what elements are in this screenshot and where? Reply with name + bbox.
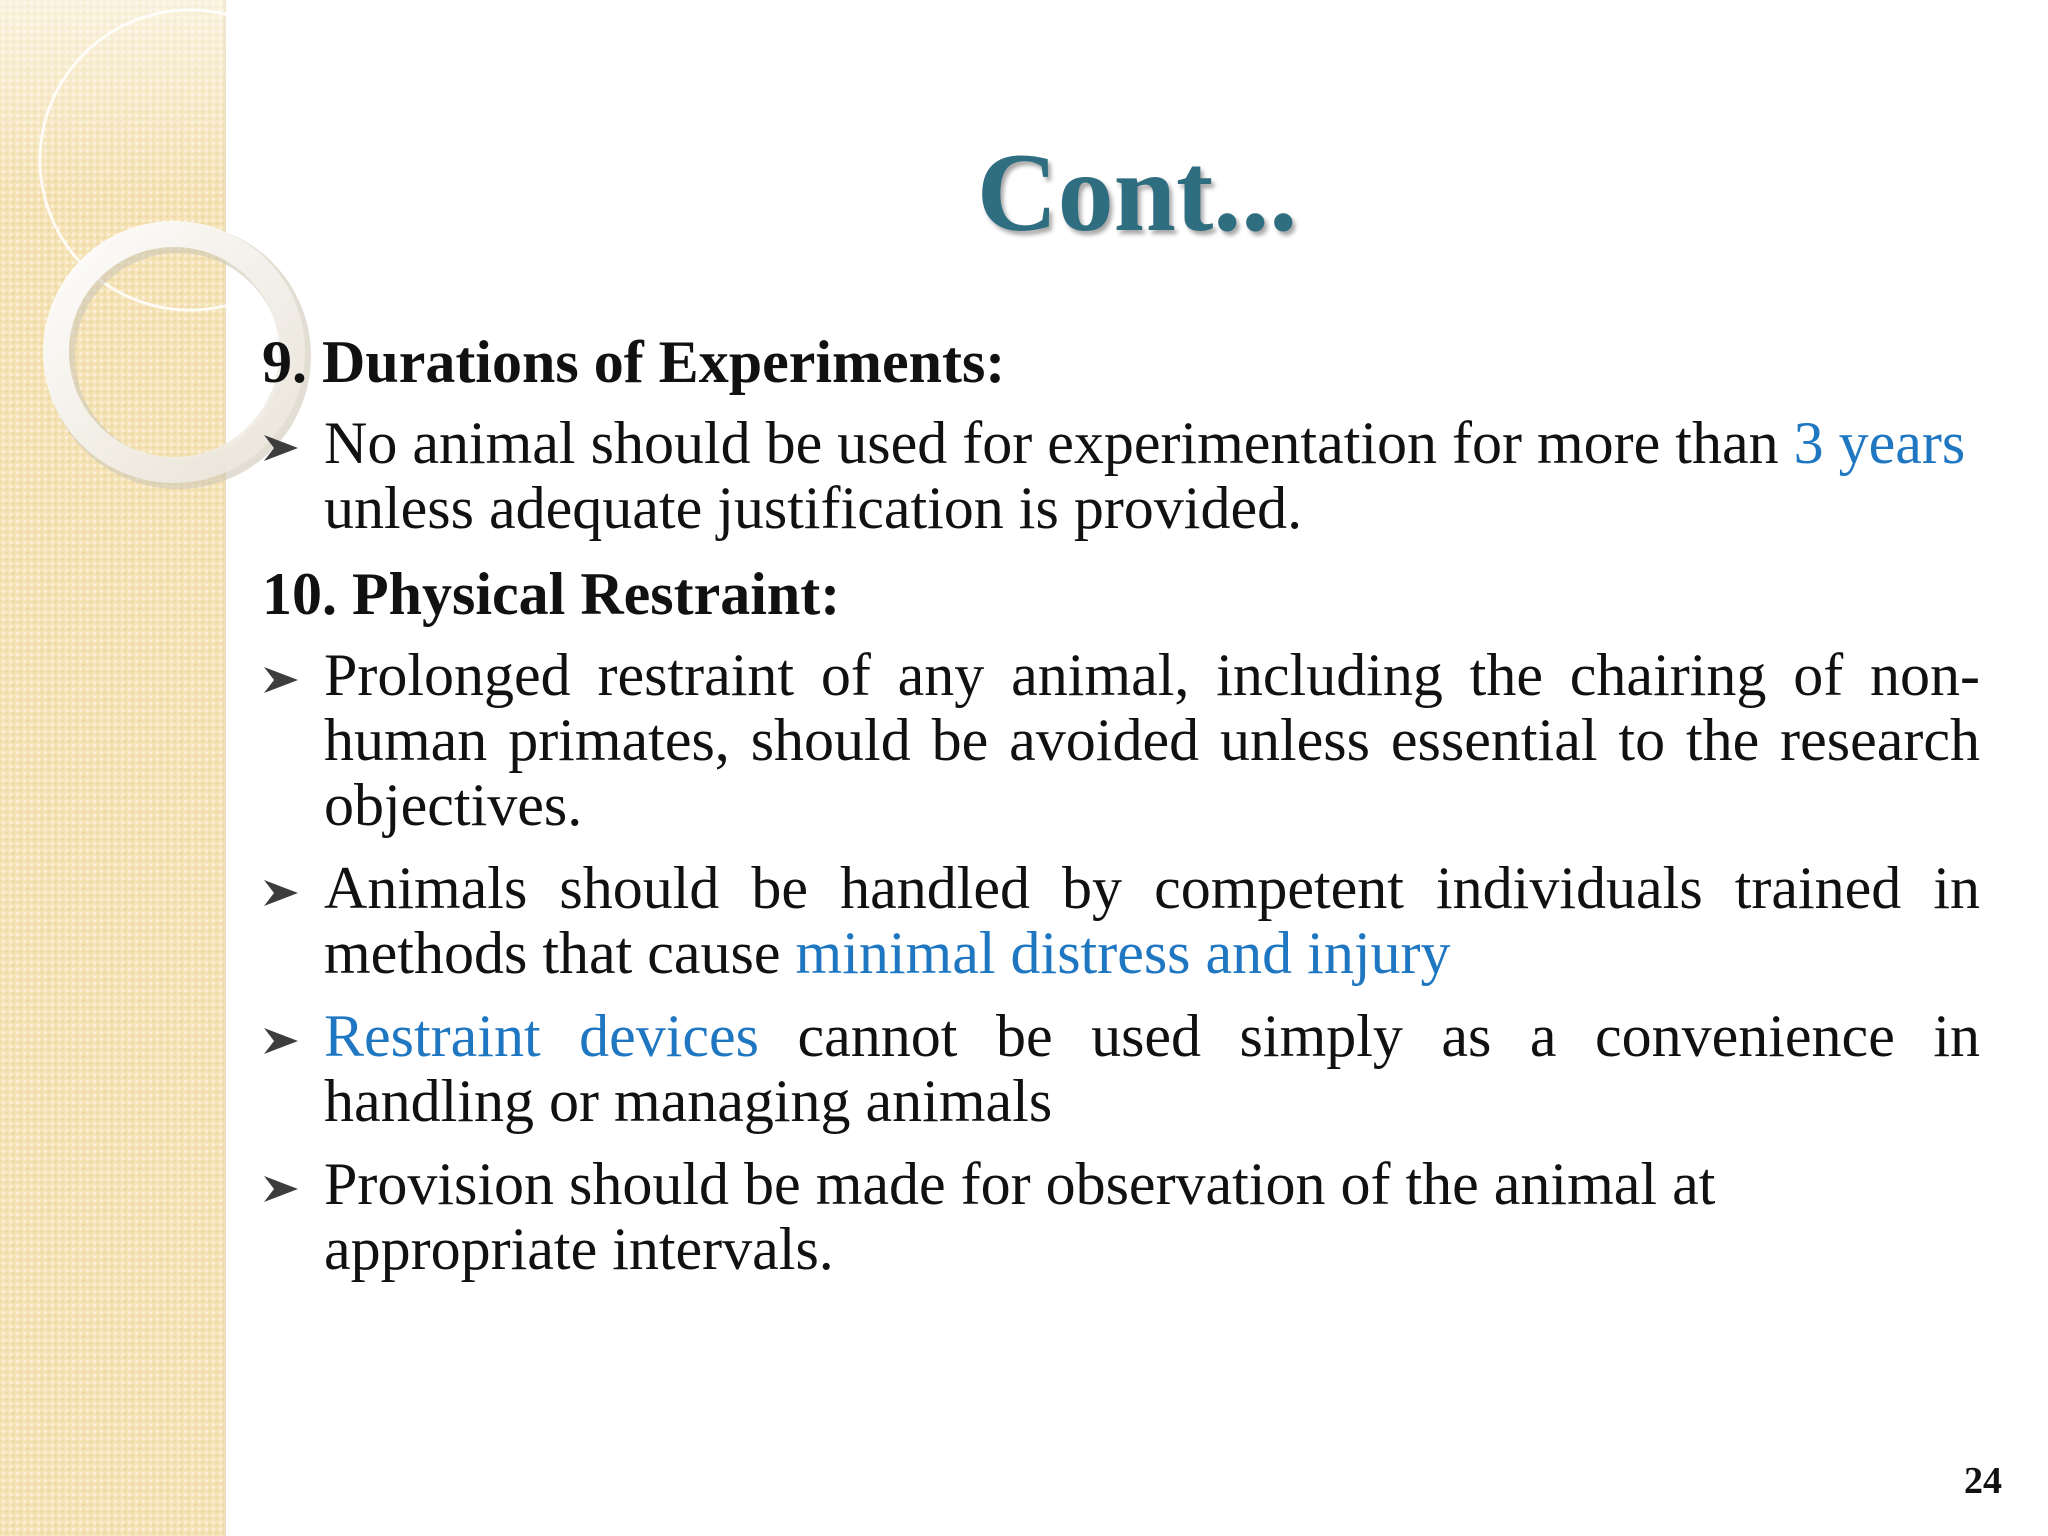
bullet-text: Prolonged restraint of any animal, including the chairing of non-human primates, should be avoided unless essential to the research objectives. bbox=[324, 642, 1980, 838]
section-heading-durations: 9. Durations of Experiments: bbox=[262, 329, 1006, 395]
highlight-restraint-devices: Restraint devices bbox=[324, 1003, 760, 1069]
bullet-text: Animals should be handled by competent individuals trained in methods that cause bbox=[324, 855, 1980, 986]
highlight-3-years: 3 years bbox=[1793, 410, 1966, 476]
bullet-text: No animal should be used for experimentation for more than bbox=[324, 410, 1794, 476]
highlight-minimal-distress: minimal distress and injury bbox=[795, 920, 1451, 986]
bullet-text: cannot be used simply as a convenience in handling or managing animals bbox=[324, 1003, 1980, 1134]
page-number: 24 bbox=[1964, 1460, 2002, 1502]
section-heading-restraint: 10. Physical Restraint: bbox=[262, 561, 841, 627]
arrow-bullet-icon bbox=[264, 880, 298, 906]
arrow-bullet-icon bbox=[264, 435, 298, 461]
slide-title: Cont... bbox=[976, 131, 1298, 255]
arrow-bullet-icon bbox=[264, 1028, 298, 1054]
slide-content bbox=[262, 327, 1980, 1300]
thick-ring bbox=[56, 234, 292, 470]
bullet-observation-provision bbox=[262, 1152, 1980, 1282]
bullet-durations-limit bbox=[262, 411, 1980, 541]
bullet-competent-handling bbox=[262, 856, 1980, 986]
bullet-text: unless adequate justification is provided. bbox=[324, 475, 1303, 541]
bullet-prolonged-restraint bbox=[262, 643, 1980, 838]
arrow-bullet-icon bbox=[264, 1176, 298, 1202]
arrow-bullet-icon bbox=[264, 667, 298, 693]
bullet-text: Provision should be made for observation of the animal at appropriate intervals. bbox=[324, 1151, 1716, 1282]
bullet-restraint-devices bbox=[262, 1004, 1980, 1134]
